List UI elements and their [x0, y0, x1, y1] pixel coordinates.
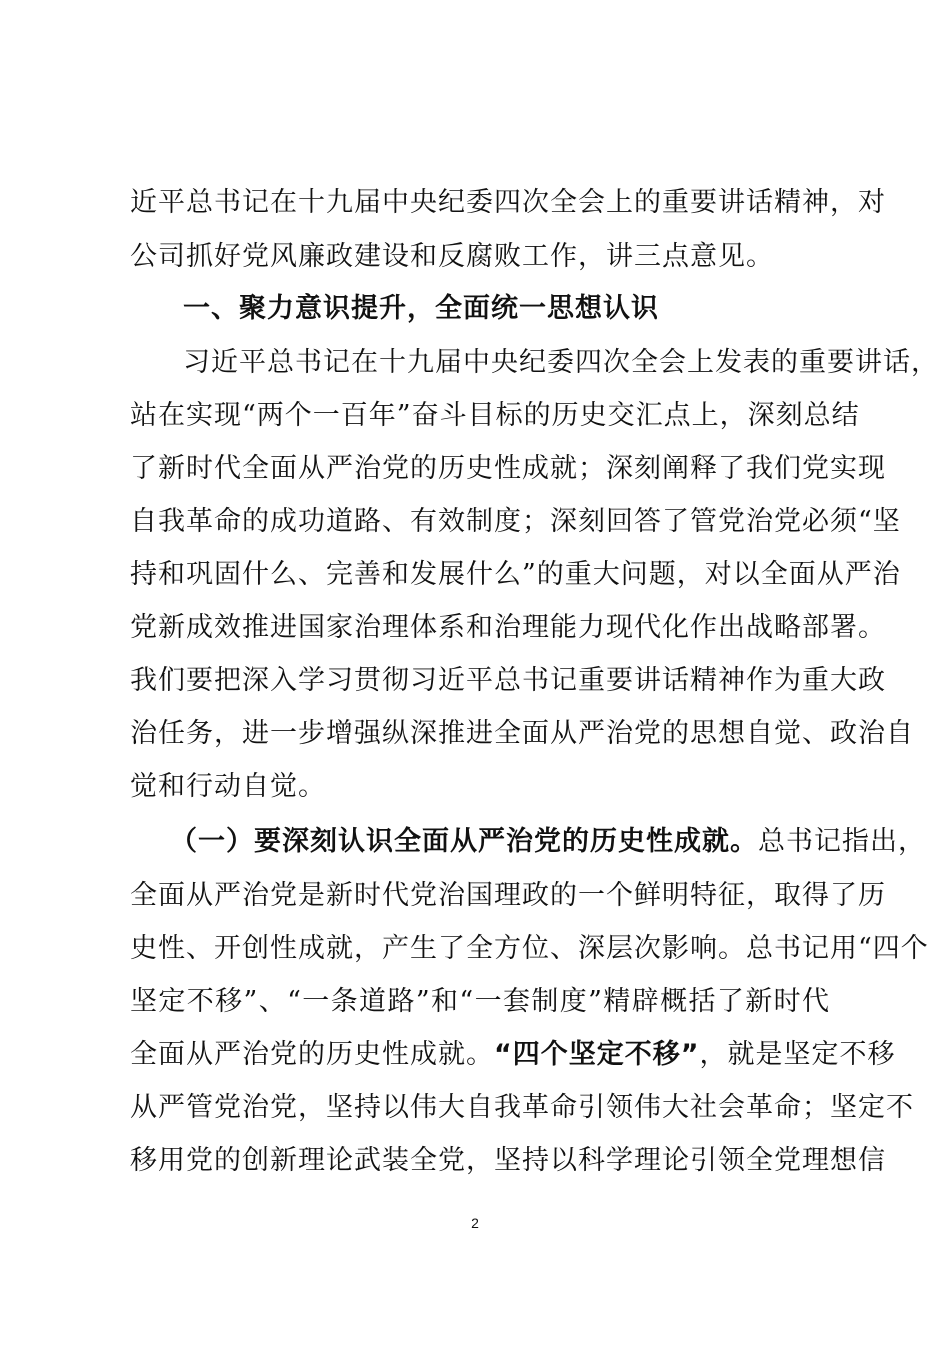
- subsection-lead-text: 总书记指出，: [758, 826, 926, 857]
- section-heading: 一、聚力意识提升，全面统一思想认识: [183, 293, 659, 324]
- paragraph-line: 习近平总书记在十九届中央纪委四次全会上发表的重要讲话，: [183, 347, 939, 378]
- paragraph-line: 移用党的创新理论武装全党，坚持以科学理论引领全党理想信: [130, 1145, 886, 1176]
- emphasis-suffix: ，就是坚定不移: [699, 1039, 896, 1070]
- page-number: 2: [471, 1215, 479, 1231]
- paragraph-line: 自我革命的成功道路、有效制度；深刻回答了管党治党必须“坚: [130, 506, 901, 537]
- paragraph-line: 觉和行动自觉。: [130, 771, 326, 802]
- emphasis-prefix: 全面从严治党的历史性成就。: [130, 1039, 494, 1070]
- paragraph-line: 史性、开创性成就，产生了全方位、深层次影响。总书记用“四个: [130, 933, 929, 964]
- paragraph-line: 我们要把深入学习贯彻习近平总书记重要讲话精神作为重大政: [130, 665, 886, 696]
- paragraph-line: 持和巩固什么、完善和发展什么”的重大问题，对以全面从严治: [130, 559, 901, 590]
- paragraph-line: 治任务，进一步增强纵深推进全面从严治党的思想自觉、政治自: [130, 718, 914, 749]
- paragraph-line-with-emphasis: [130, 1035, 896, 1075]
- emphasis-bold-text: “四个坚定不移”: [494, 1039, 700, 1070]
- paragraph-line: 了新时代全面从严治党的历史性成就；深刻阐释了我们党实现: [130, 453, 886, 484]
- paragraph-line: 全面从严治党是新时代党治国理政的一个鲜明特征，取得了历: [130, 880, 886, 911]
- paragraph-line: 从严管党治党，坚持以伟大自我革命引领伟大社会革命；坚定不: [130, 1092, 914, 1123]
- subsection-lead-line: [170, 822, 926, 862]
- intro-line-1: 近平总书记在十九届中央纪委四次全会上的重要讲话精神，对: [130, 187, 886, 218]
- paragraph-line: 坚定不移”、“一条道路”和“一套制度”精辟概括了新时代: [130, 986, 830, 1017]
- subsection-heading: （一）要深刻认识全面从严治党的历史性成就。: [170, 826, 758, 857]
- paragraph-line: 站在实现“两个一百年”奋斗目标的历史交汇点上，深刻总结: [130, 400, 860, 431]
- intro-line-2: 公司抓好党风廉政建设和反腐败工作，讲三点意见。: [130, 241, 774, 272]
- paragraph-line: 党新成效推进国家治理体系和治理能力现代化作出战略部署。: [130, 612, 886, 643]
